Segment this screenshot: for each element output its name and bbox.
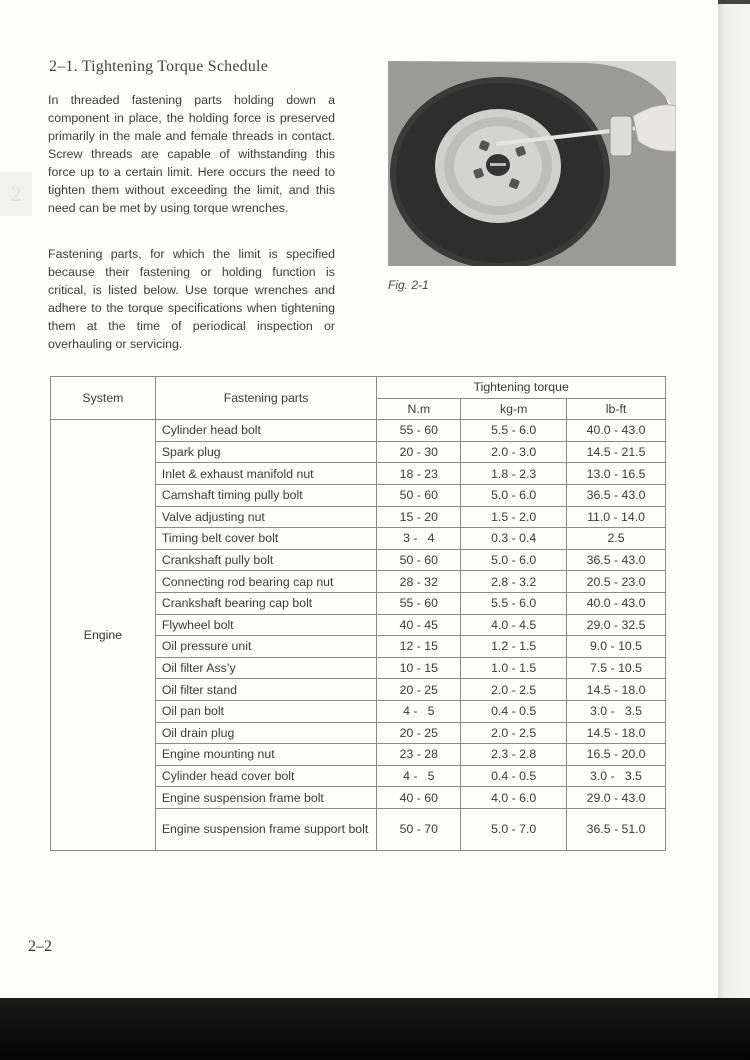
torque-nm-cell: 3 - 4 bbox=[377, 528, 461, 550]
torque-nm-cell: 4 - 5 bbox=[377, 700, 461, 722]
torque-nm-cell: 15 - 20 bbox=[377, 506, 461, 528]
torque-nm-cell: 50 - 60 bbox=[377, 484, 461, 506]
torque-nm-cell: 28 - 32 bbox=[377, 571, 461, 593]
scan-background bbox=[0, 998, 750, 1060]
fastening-part-cell: Oil filter Ass’y bbox=[155, 657, 377, 679]
fastening-part-cell: Camshaft timing pully bolt bbox=[155, 484, 377, 506]
torque-lbft-cell: 14.5 - 21.5 bbox=[567, 441, 666, 463]
torque-lbft-cell: 29.0 - 43.0 bbox=[567, 787, 666, 809]
torque-lbft-cell: 13.0 - 16.5 bbox=[567, 463, 666, 485]
torque-kgm-cell: 5.0 - 7.0 bbox=[461, 808, 567, 850]
torque-kgm-cell: 1.5 - 2.0 bbox=[461, 506, 567, 528]
fastening-part-cell: Crankshaft pully bolt bbox=[155, 549, 377, 571]
torque-lbft-cell: 7.5 - 10.5 bbox=[567, 657, 666, 679]
torque-lbft-cell: 20.5 - 23.0 bbox=[567, 571, 666, 593]
figure-caption: Fig. 2-1 bbox=[388, 278, 429, 292]
table-row bbox=[51, 420, 666, 442]
torque-kgm-cell: 5.5 - 6.0 bbox=[461, 420, 567, 442]
torque-lbft-cell: 14.5 - 18.0 bbox=[567, 722, 666, 744]
torque-nm-cell: 12 - 15 bbox=[377, 636, 461, 658]
torque-lbft-cell: 29.0 - 32.5 bbox=[567, 614, 666, 636]
torque-nm-cell: 18 - 23 bbox=[377, 463, 461, 485]
torque-lbft-cell: 3.0 - 3.5 bbox=[567, 700, 666, 722]
torque-kgm-cell: 5.0 - 6.0 bbox=[461, 549, 567, 571]
torque-kgm-cell: 2.3 - 2.8 bbox=[461, 744, 567, 766]
page-number: 2–2 bbox=[28, 938, 52, 955]
torque-kgm-cell: 1.8 - 2.3 bbox=[461, 463, 567, 485]
torque-kgm-cell: 1.2 - 1.5 bbox=[461, 636, 567, 658]
fastening-part-cell: Valve adjusting nut bbox=[155, 506, 377, 528]
torque-kgm-cell: 2.8 - 3.2 bbox=[461, 571, 567, 593]
torque-nm-cell: 50 - 60 bbox=[377, 549, 461, 571]
torque-nm-cell: 4 - 5 bbox=[377, 765, 461, 787]
fastening-part-cell: Oil filter stand bbox=[155, 679, 377, 701]
torque-kgm-cell: 2.0 - 3.0 bbox=[461, 441, 567, 463]
torque-nm-cell: 40 - 60 bbox=[377, 787, 461, 809]
fastening-part-cell: Inlet & exhaust manifold nut bbox=[155, 463, 377, 485]
torque-nm-cell: 55 - 60 bbox=[377, 592, 461, 614]
torque-lbft-cell: 36.5 - 51.0 bbox=[567, 808, 666, 850]
torque-table bbox=[50, 376, 666, 851]
torque-kgm-cell: 4.0 - 6.0 bbox=[461, 787, 567, 809]
torque-kgm-cell: 5.0 - 6.0 bbox=[461, 484, 567, 506]
intro-paragraph-2: Fastening parts, for which the limit is specified because their fastening or holding function is critical, is listed below. Use torque wrenches and adhere to the torque specifications when tightening them at the time of periodical inspection or overhauling or servicing. bbox=[48, 247, 335, 351]
section-title: 2–1. Tightening Torque Schedule bbox=[49, 58, 269, 75]
chapter-tab-label: 2 bbox=[10, 181, 22, 206]
fastening-part-cell: Crankshaft bearing cap bolt bbox=[155, 592, 377, 614]
fastening-part-cell: Engine suspension frame bolt bbox=[155, 787, 377, 809]
torque-kgm-cell: 0.3 - 0.4 bbox=[461, 528, 567, 550]
torque-lbft-cell: 16.5 - 20.0 bbox=[567, 744, 666, 766]
adjacent-page-edge bbox=[718, 4, 750, 998]
torque-kgm-cell: 0.4 - 0.5 bbox=[461, 700, 567, 722]
torque-nm-cell: 55 - 60 bbox=[377, 420, 461, 442]
torque-nm-cell: 10 - 15 bbox=[377, 657, 461, 679]
torque-kgm-cell: 4.0 - 4.5 bbox=[461, 614, 567, 636]
fastening-part-cell: Cylinder head cover bolt bbox=[155, 765, 377, 787]
fastening-part-cell: Engine suspension frame support bolt bbox=[155, 808, 377, 850]
torque-kgm-cell: 2.0 - 2.5 bbox=[461, 679, 567, 701]
header-row-1 bbox=[51, 377, 666, 399]
figure-wheel-torque-wrench bbox=[388, 61, 676, 266]
torque-kgm-cell: 2.0 - 2.5 bbox=[461, 722, 567, 744]
torque-lbft-cell: 36.5 - 43.0 bbox=[567, 484, 666, 506]
chapter-tab bbox=[0, 172, 32, 216]
torque-lbft-cell: 36.5 - 43.0 bbox=[567, 549, 666, 571]
torque-lbft-cell: 40.0 - 43.0 bbox=[567, 592, 666, 614]
torque-lbft-cell: 40.0 - 43.0 bbox=[567, 420, 666, 442]
torque-nm-cell: 50 - 70 bbox=[377, 808, 461, 850]
torque-nm-cell: 20 - 30 bbox=[377, 441, 461, 463]
fastening-part-cell: Oil drain plug bbox=[155, 722, 377, 744]
system-cell: Engine bbox=[51, 420, 156, 851]
wheel-photo bbox=[388, 61, 676, 266]
torque-lbft-cell: 14.5 - 18.0 bbox=[567, 679, 666, 701]
torque-kgm-cell: 1.0 - 1.5 bbox=[461, 657, 567, 679]
torque-nm-cell: 20 - 25 bbox=[377, 679, 461, 701]
header-lbft: lb-ft bbox=[567, 398, 666, 420]
header-tightening-torque: Tightening torque bbox=[377, 377, 666, 399]
fastening-part-cell: Engine mounting nut bbox=[155, 744, 377, 766]
torque-nm-cell: 40 - 45 bbox=[377, 614, 461, 636]
fastening-part-cell: Spark plug bbox=[155, 441, 377, 463]
torque-lbft-cell: 2.5 bbox=[567, 528, 666, 550]
header-fastening-parts: Fastening parts bbox=[155, 377, 377, 420]
intro-paragraph-1: In threaded fastening parts holding down a component in place, the holding force is preserved primarily in the male and female threads in contact. Screw threads are capable of withstanding this force up to a certain limit. Here occurs the need to tighten them without exceeding the limit, and this need can be met by using torque wrenches. bbox=[48, 93, 335, 215]
torque-lbft-cell: 9.0 - 10.5 bbox=[567, 636, 666, 658]
fastening-part-cell: Cylinder head bolt bbox=[155, 420, 377, 442]
torque-nm-cell: 20 - 25 bbox=[377, 722, 461, 744]
fastening-part-cell: Oil pan bolt bbox=[155, 700, 377, 722]
torque-kgm-cell: 5.5 - 6.0 bbox=[461, 592, 567, 614]
header-nm: N.m bbox=[377, 398, 461, 420]
torque-lbft-cell: 3.0 - 3.5 bbox=[567, 765, 666, 787]
fastening-part-cell: Connecting rod bearing cap nut bbox=[155, 571, 377, 593]
fastening-part-cell: Timing belt cover bolt bbox=[155, 528, 377, 550]
torque-lbft-cell: 11.0 - 14.0 bbox=[567, 506, 666, 528]
torque-nm-cell: 23 - 28 bbox=[377, 744, 461, 766]
header-system: System bbox=[51, 377, 156, 420]
torque-kgm-cell: 0.4 - 0.5 bbox=[461, 765, 567, 787]
fastening-part-cell: Flywheel bolt bbox=[155, 614, 377, 636]
header-kgm: kg-m bbox=[461, 398, 567, 420]
fastening-part-cell: Oil pressure unit bbox=[155, 636, 377, 658]
torque-table-body bbox=[51, 420, 666, 851]
